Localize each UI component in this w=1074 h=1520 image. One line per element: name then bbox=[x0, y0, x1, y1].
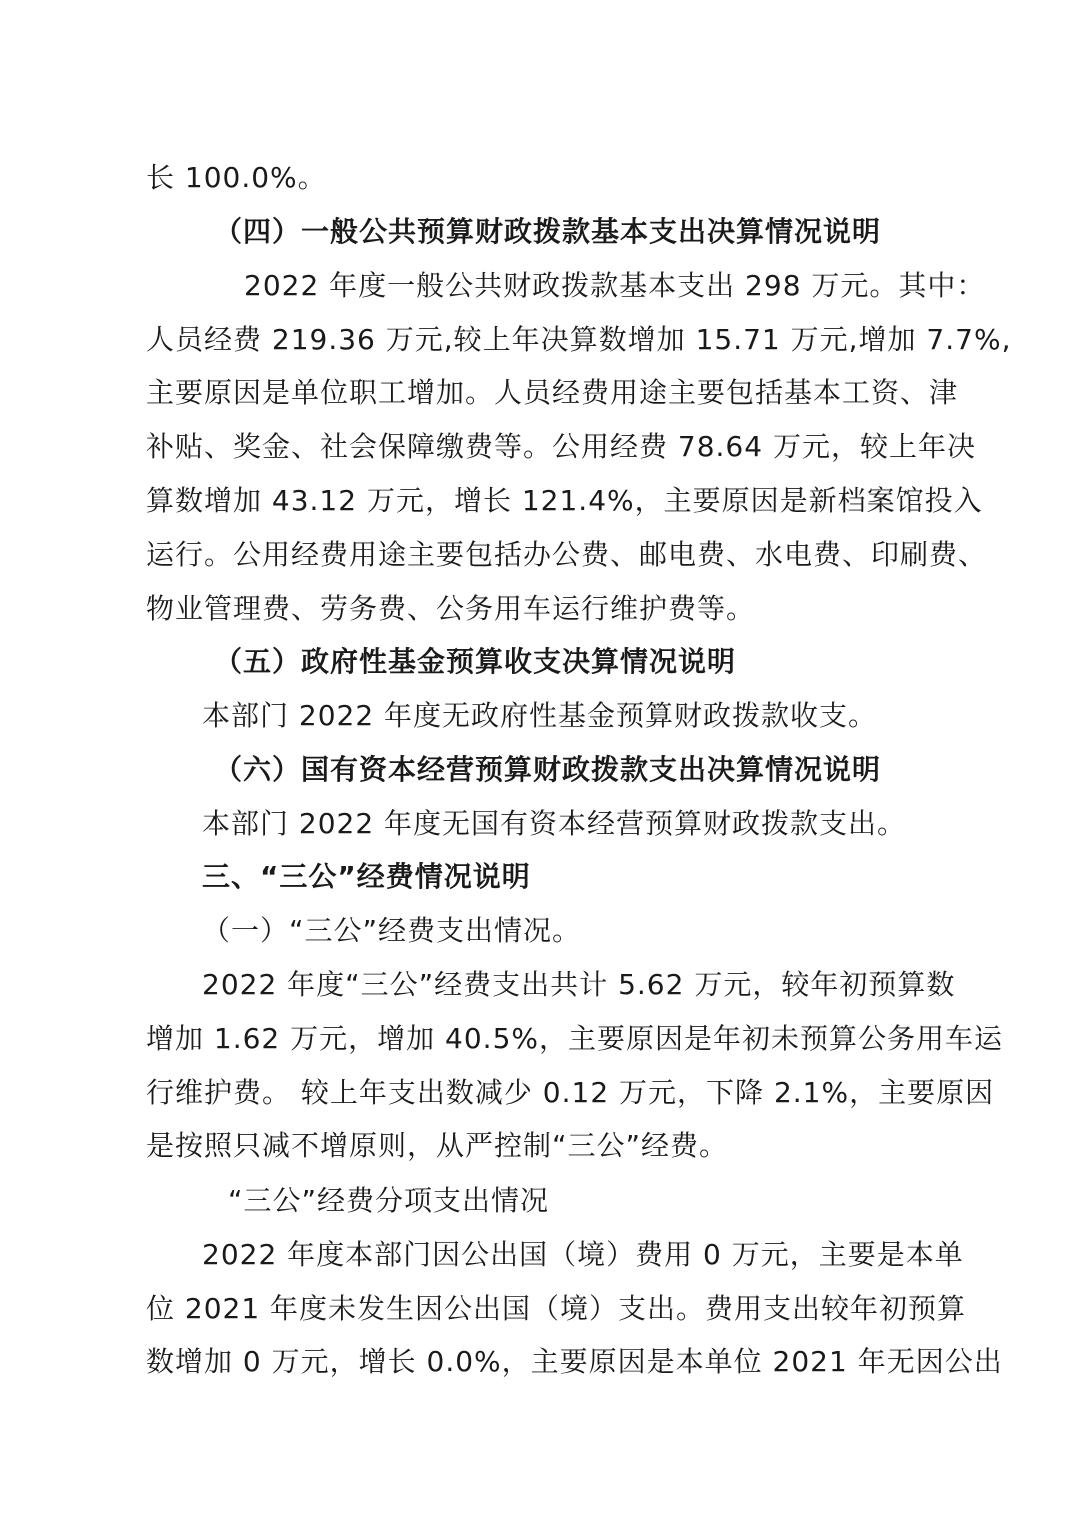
paragraph-line: 长 100.0%。 bbox=[146, 161, 327, 194]
paragraph-line: 数增加 0 万元，增长 0.0%，主要原因是本单位 2021 年无因公出 bbox=[146, 1345, 1003, 1378]
paragraph-line: 补贴、奖金、社会保障缴费等。公用经费 78.64 万元，较上年决 bbox=[146, 430, 976, 463]
paragraph-line: 是按照只减不增原则，从严控制“三公”经费。 bbox=[146, 1129, 729, 1162]
paragraph-line: 运行。公用经费用途主要包括办公费、邮电费、水电费、印刷费、 bbox=[146, 538, 988, 571]
paragraph-line: 物业管理费、劳务费、公务用车运行维护费等。 bbox=[146, 592, 756, 625]
section-heading-5: （五）政府性基金预算收支决算情况说明 bbox=[214, 645, 737, 678]
paragraph-line: 主要原因是单位职工增加。人员经费用途主要包括基本工资、津 bbox=[146, 376, 959, 409]
paragraph-line: 2022 年度本部门因公出国（境）费用 0 万元，主要是本单 bbox=[202, 1238, 964, 1271]
paragraph-line: 行维护费。 较上年支出数减少 0.12 万元，下降 2.1%，主要原因 bbox=[146, 1076, 995, 1109]
paragraph-line: 人员经费 219.36 万元,较上年决算数增加 15.71 万元,增加 7.7%, bbox=[146, 323, 1012, 356]
paragraph-line: 位 2021 年度未发生因公出国（境）支出。费用支出较年初预算 bbox=[146, 1292, 967, 1325]
section-heading-6: （六）国有资本经营预算财政拨款支出决算情况说明 bbox=[214, 753, 882, 786]
paragraph-line: 2022 年度“三公”经费支出共计 5.62 万元，较年初预算数 bbox=[202, 968, 956, 1001]
subsection-heading-itemized: “三公”经费分项支出情况 bbox=[228, 1184, 550, 1217]
paragraph-line: 本部门 2022 年度无政府性基金预算财政拨款收支。 bbox=[202, 699, 878, 732]
paragraph-line: 2022 年度一般公共财政拨款基本支出 298 万元。其中： bbox=[244, 269, 986, 302]
paragraph-line: 增加 1.62 万元，增加 40.5%，主要原因是年初未预算公务用车运 bbox=[146, 1022, 1003, 1055]
paragraph-line: 本部门 2022 年度无国有资本经营预算财政拨款支出。 bbox=[202, 807, 907, 840]
subsection-heading-1: （一）“三公”经费支出情况。 bbox=[202, 914, 582, 947]
section-heading-4: （四）一般公共预算财政拨款基本支出决算情况说明 bbox=[214, 215, 882, 248]
paragraph-line: 算数增加 43.12 万元，增长 121.4%，主要原因是新档案馆投入 bbox=[146, 484, 983, 517]
section-heading-3: 三、“三公”经费情况说明 bbox=[202, 860, 531, 893]
